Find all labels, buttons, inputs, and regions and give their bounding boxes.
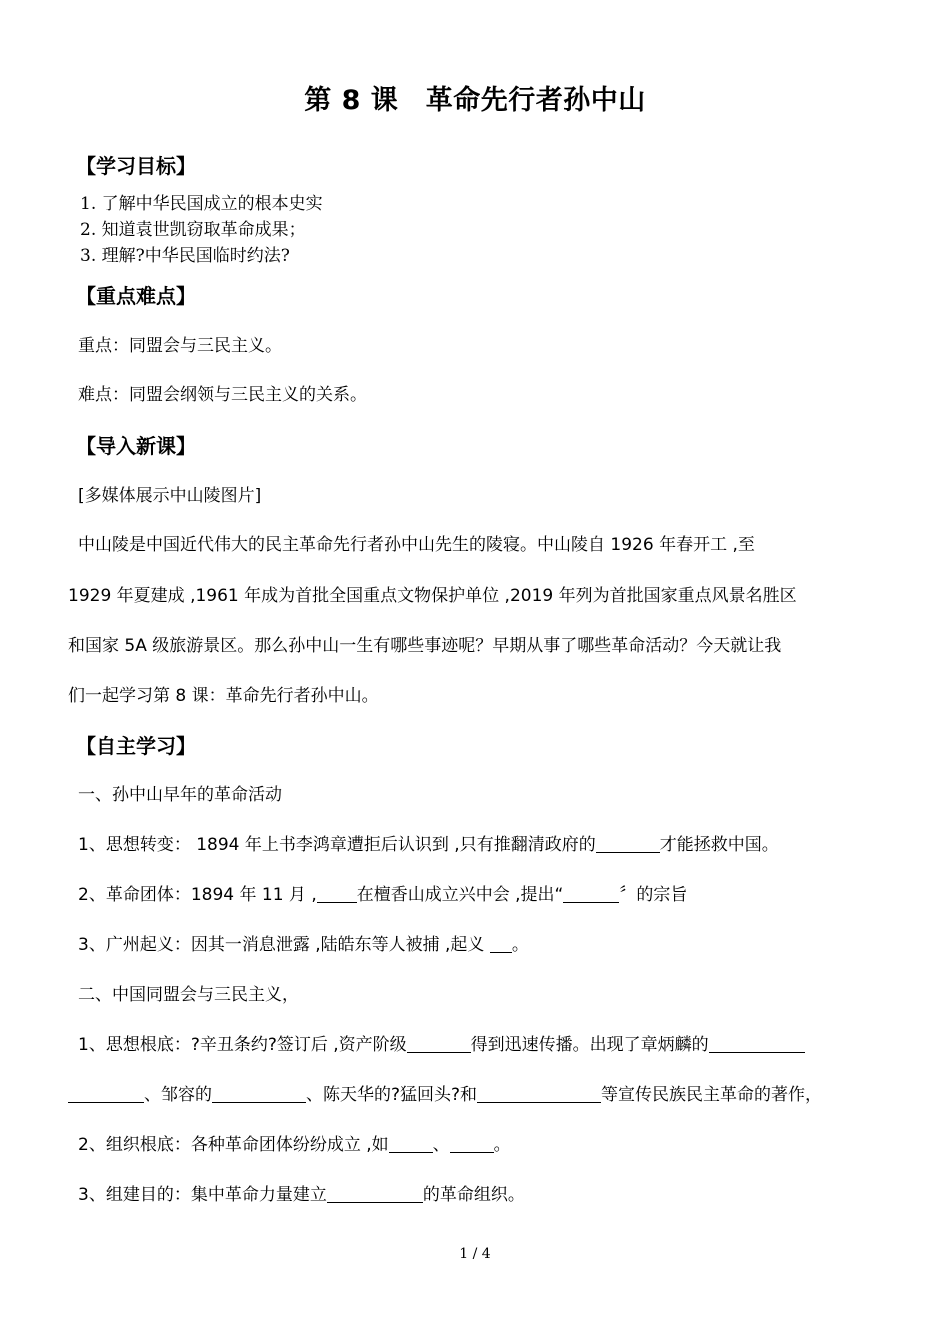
answer-blank[interactable] [596,835,660,853]
goals-heading: 【学习目标】 [76,154,196,178]
question-1-1: 1、思想转变： 1894 年上书李鸿章遭拒后认识到 ,只有推翻清政府的 才能拯救中国。 [78,835,779,855]
answer-blank[interactable] [407,1035,471,1053]
intro-line: 们一起学习第 8 课：革命先行者孙中山。 [68,686,379,706]
question-2-1-cont: 、邹容的 、陈天华的?猛回头?和 等宣传民族民主革命的著作， [68,1080,822,1105]
answer-blank[interactable] [709,1035,805,1053]
answer-blank[interactable] [68,1085,144,1103]
intro-line: 1929 年夏建成 ,1961 年成为首批全国重点文物保护单位 ,2019 年列为首批国家重点风景名胜区 [68,586,797,606]
study-heading: 【自主学习】 [76,734,196,758]
goal-item: 3. 理解?中华民国临时约法? [80,246,290,266]
answer-blank[interactable] [477,1085,601,1103]
answer-blank[interactable] [389,1135,433,1153]
answer-blank[interactable] [327,1185,423,1203]
part2-title: 二、中国同盟会与三民主义， [78,985,299,1005]
intro-line: 中山陵是中国近代伟大的民主革命先行者孙中山先生的陵寝。中山陵自 1926 年春开工 ,至 [78,535,755,555]
key-point: 重点：同盟会与三民主义。 [78,336,282,356]
difficult-point: 难点：同盟会纲领与三民主义的关系。 [78,385,367,405]
intro-heading: 【导入新课】 [76,434,196,458]
key-heading: 【重点难点】 [76,284,196,308]
answer-blank[interactable] [563,885,619,903]
question-1-2: 2、革命团体：1894 年 11 月 , 在檀香山成立兴中会 ,提出“ 〞的宗旨 [78,885,688,905]
part1-title: 一、孙中山早年的革命活动 [78,785,282,805]
goal-item: 2. 知道袁世凯窃取革命成果； [80,220,306,240]
answer-blank[interactable] [450,1135,494,1153]
question-2-1: 1、思想根底：?辛丑条约?签订后 ,资产阶级 得到迅速传播。出现了章炳麟的 [78,1030,805,1055]
answer-blank[interactable] [212,1085,306,1103]
intro-line: 和国家 5A 级旅游景区。那么孙中山一生有哪些事迹呢？早期从事了哪些革命活动？今天就让我 [68,636,782,656]
question-2-3: 3、组建目的：集中革命力量建立 的革命组织。 [78,1185,525,1205]
lesson-title: 第 8 课 革命先行者孙中山 [304,85,646,116]
answer-blank[interactable] [490,935,512,953]
question-2-2: 2、组织根底：各种革命团体纷纷成立 ,如 、 。 [78,1135,511,1155]
goal-item: 1. 了解中华民国成立的根本史实 [80,194,323,214]
page-number: 1 / 4 [459,1246,491,1262]
intro-media-note: [多媒体展示中山陵图片] [78,486,262,506]
question-1-3: 3、广州起义：因其一消息泄露 ,陆皓东等人被捕 ,起义 。 [78,935,529,955]
answer-blank[interactable] [317,885,357,903]
